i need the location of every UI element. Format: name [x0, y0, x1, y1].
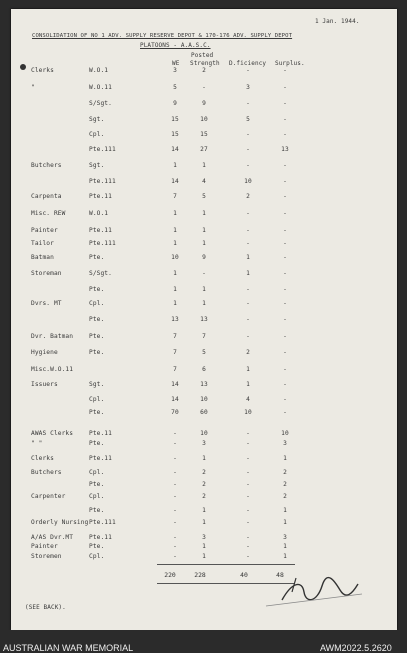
row-surplus: - [283, 100, 287, 107]
row-category: Batman [31, 254, 54, 261]
row-deficiency: - [246, 440, 250, 447]
row-deficiency: 2 [246, 349, 250, 356]
row-category: AWAS Clerks [31, 430, 74, 437]
row-strength: - [202, 84, 206, 91]
row-category: Misc. REW [31, 210, 66, 217]
row-deficiency: 1 [246, 366, 250, 373]
row-category: Clerks [31, 67, 54, 74]
row-category: Painter [31, 543, 58, 550]
row-surplus: - [283, 254, 287, 261]
row-deficiency: - [246, 286, 250, 293]
row-rank: Cpl. [89, 493, 105, 500]
row-surplus: - [283, 178, 287, 185]
row-deficiency: - [246, 543, 250, 550]
row-rank: Pte. [89, 481, 105, 488]
total-deficiency: 40 [240, 571, 248, 579]
row-deficiency: - [246, 493, 250, 500]
row-deficiency: 1 [246, 254, 250, 261]
row-we: 15 [171, 116, 179, 123]
row-we: 14 [171, 146, 179, 153]
row-surplus: - [283, 210, 287, 217]
row-rank: Pte.11 [89, 455, 112, 462]
row-strength: 1 [202, 227, 206, 234]
row-category: Carpenter [31, 493, 66, 500]
row-rank: Pte. [89, 543, 105, 550]
row-deficiency: - [246, 507, 250, 514]
row-deficiency: - [246, 534, 250, 541]
row-deficiency: - [246, 316, 250, 323]
header-strength: Strength [190, 60, 220, 67]
row-deficiency: - [246, 481, 250, 488]
totals-rule-top [157, 564, 295, 565]
row-surplus: - [283, 84, 287, 91]
row-rank: Pte.11 [89, 534, 112, 541]
row-rank: W.O.1 [89, 210, 109, 217]
row-surplus: - [283, 300, 287, 307]
row-surplus: - [283, 381, 287, 388]
row-deficiency: 2 [246, 193, 250, 200]
row-strength: 2 [202, 67, 206, 74]
row-deficiency: - [246, 146, 250, 153]
document-date: 1 Jan. 1944. [315, 18, 360, 25]
row-we: - [173, 507, 177, 514]
row-rank: Cpl. [89, 300, 105, 307]
total-strength: 228 [194, 571, 206, 579]
row-surplus: 1 [283, 519, 287, 526]
row-category: Painter [31, 227, 58, 234]
row-rank: Pte.11 [89, 430, 112, 437]
row-we: 3 [173, 67, 177, 74]
row-rank: Pte. [89, 507, 105, 514]
document-subtitle: PLATOONS - A.A.S.C. [140, 42, 211, 49]
row-category: Tailor [31, 240, 54, 247]
row-category: Hygiene [31, 349, 58, 356]
row-we: 10 [171, 254, 179, 261]
row-strength: 1 [202, 300, 206, 307]
row-deficiency: 10 [244, 178, 252, 185]
row-surplus: 13 [281, 146, 289, 153]
row-strength: 7 [202, 333, 206, 340]
row-strength: 9 [202, 254, 206, 261]
row-category: Orderly Nursing [31, 519, 89, 526]
row-category: Storeman [31, 270, 62, 277]
row-category: Dvr. Batman [31, 333, 74, 340]
row-surplus: - [283, 162, 287, 169]
row-strength: 15 [200, 131, 208, 138]
row-strength: 1 [202, 507, 206, 514]
row-strength: 13 [200, 316, 208, 323]
row-rank: Sgt. [89, 116, 105, 123]
row-we: 14 [171, 381, 179, 388]
row-surplus: - [283, 116, 287, 123]
row-we: 1 [173, 227, 177, 234]
row-category: Clerks [31, 455, 54, 462]
row-strength: 2 [202, 493, 206, 500]
row-surplus: 2 [283, 469, 287, 476]
row-deficiency: - [246, 162, 250, 169]
row-surplus: 3 [283, 534, 287, 541]
total-we: 220 [164, 571, 176, 579]
row-rank: Pte.11 [89, 227, 112, 234]
row-strength: 6 [202, 366, 206, 373]
row-rank: Sgt. [89, 162, 105, 169]
row-surplus: 1 [283, 543, 287, 550]
row-surplus: - [283, 193, 287, 200]
footer-accession: AWM2022.5.2620 [320, 643, 392, 653]
row-category: A/AS Dvr.MT [31, 534, 74, 541]
row-surplus: - [283, 240, 287, 247]
punch-hole [20, 64, 26, 70]
row-strength: 1 [202, 455, 206, 462]
row-strength: 2 [202, 481, 206, 488]
row-strength: 2 [202, 469, 206, 476]
row-rank: Pte. [89, 286, 105, 293]
row-category: " " [31, 440, 43, 447]
row-strength: 10 [200, 116, 208, 123]
row-rank: Pte. [89, 349, 105, 356]
row-rank: W.O.11 [89, 84, 112, 91]
row-deficiency: 5 [246, 116, 250, 123]
row-rank: Pte. [89, 440, 105, 447]
row-rank: Pte. [89, 409, 105, 416]
row-we: - [173, 481, 177, 488]
row-deficiency: - [246, 333, 250, 340]
row-deficiency: - [246, 227, 250, 234]
row-we: - [173, 430, 177, 437]
row-rank: Pte.111 [89, 519, 116, 526]
header-posted: Posted [191, 52, 214, 59]
row-category: Issuers [31, 381, 58, 388]
signature-stamp [262, 572, 372, 612]
row-deficiency: - [246, 100, 250, 107]
row-strength: 10 [200, 396, 208, 403]
row-we: 1 [173, 300, 177, 307]
row-rank: S/Sgt. [89, 100, 112, 107]
row-surplus: 2 [283, 481, 287, 488]
row-strength: 4 [202, 178, 206, 185]
row-we: 13 [171, 316, 179, 323]
row-rank: Pte. [89, 333, 105, 340]
row-rank: Cpl. [89, 396, 105, 403]
row-rank: Pte.11 [89, 193, 112, 200]
row-surplus: - [283, 286, 287, 293]
total-surplus: 48 [276, 571, 284, 579]
row-strength: 1 [202, 240, 206, 247]
row-deficiency: 1 [246, 270, 250, 277]
row-category: Carpenta [31, 193, 62, 200]
header-deficiency: D.ficiency [229, 60, 267, 67]
row-we: 1 [173, 270, 177, 277]
row-strength: 10 [200, 430, 208, 437]
row-rank: Cpl. [89, 553, 105, 560]
row-strength: 1 [202, 543, 206, 550]
row-we: 1 [173, 210, 177, 217]
row-strength: 1 [202, 162, 206, 169]
row-we: - [173, 493, 177, 500]
row-deficiency: - [246, 240, 250, 247]
row-surplus: 1 [283, 507, 287, 514]
row-category: " [31, 84, 35, 91]
row-we: 9 [173, 100, 177, 107]
row-deficiency: - [246, 469, 250, 476]
row-we: - [173, 440, 177, 447]
row-surplus: - [283, 409, 287, 416]
row-strength: 1 [202, 210, 206, 217]
row-rank: Pte. [89, 316, 105, 323]
row-rank: W.O.1 [89, 67, 109, 74]
row-deficiency: - [246, 553, 250, 560]
row-rank: S/Sgt. [89, 270, 112, 277]
row-strength: 3 [202, 440, 206, 447]
row-category: Dvrs. MT [31, 300, 62, 307]
row-deficiency: 10 [244, 409, 252, 416]
row-strength: - [202, 270, 206, 277]
row-surplus: - [283, 270, 287, 277]
row-deficiency: - [246, 210, 250, 217]
row-deficiency: - [246, 519, 250, 526]
row-surplus: 1 [283, 553, 287, 560]
row-strength: 27 [200, 146, 208, 153]
row-deficiency: - [246, 300, 250, 307]
row-deficiency: - [246, 67, 250, 74]
row-surplus: 2 [283, 493, 287, 500]
row-we: 14 [171, 178, 179, 185]
row-surplus: 1 [283, 455, 287, 462]
row-rank: Pte. [89, 254, 105, 261]
row-surplus: - [283, 366, 287, 373]
row-surplus: 3 [283, 440, 287, 447]
row-strength: 1 [202, 286, 206, 293]
row-deficiency: - [246, 131, 250, 138]
row-strength: 60 [200, 409, 208, 416]
row-strength: 5 [202, 349, 206, 356]
row-strength: 1 [202, 519, 206, 526]
row-surplus: 10 [281, 430, 289, 437]
row-surplus: - [283, 349, 287, 356]
row-strength: 3 [202, 534, 206, 541]
row-we: 5 [173, 84, 177, 91]
row-category: Storemen [31, 553, 62, 560]
row-we: 1 [173, 240, 177, 247]
row-category: Butchers [31, 162, 62, 169]
row-we: 15 [171, 131, 179, 138]
row-rank: Pte.111 [89, 178, 116, 185]
row-we: 7 [173, 366, 177, 373]
row-category: Butchers [31, 469, 62, 476]
row-rank: Pte.111 [89, 146, 116, 153]
row-we: - [173, 534, 177, 541]
row-strength: 5 [202, 193, 206, 200]
row-rank: Cpl. [89, 469, 105, 476]
row-we: 1 [173, 162, 177, 169]
row-category: Misc.W.O.11 [31, 366, 74, 373]
header-surplus: Surplus. [275, 60, 305, 67]
row-we: 1 [173, 286, 177, 293]
row-we: - [173, 553, 177, 560]
row-strength: 13 [200, 381, 208, 388]
row-deficiency: 3 [246, 84, 250, 91]
row-surplus: - [283, 67, 287, 74]
document-title: CONSOLIDATION OF NO 1 ADV. SUPPLY RESERVE DEPOT & 170-176 ADV. SUPPLY DEPOT [32, 33, 293, 39]
row-we: 7 [173, 193, 177, 200]
see-back-note: (SEE BACK). [25, 604, 66, 611]
row-deficiency: - [246, 455, 250, 462]
row-we: 7 [173, 333, 177, 340]
row-surplus: - [283, 131, 287, 138]
row-we: 7 [173, 349, 177, 356]
row-deficiency: - [246, 430, 250, 437]
row-deficiency: 4 [246, 396, 250, 403]
row-strength: 9 [202, 100, 206, 107]
row-we: - [173, 455, 177, 462]
row-surplus: - [283, 333, 287, 340]
row-we: 14 [171, 396, 179, 403]
row-we: - [173, 469, 177, 476]
header-we: WE [172, 60, 180, 67]
footer-institution: AUSTRALIAN WAR MEMORIAL [3, 643, 134, 653]
row-surplus: - [283, 316, 287, 323]
row-rank: Sgt. [89, 381, 105, 388]
row-rank: Cpl. [89, 131, 105, 138]
row-rank: Pte.111 [89, 240, 116, 247]
row-surplus: - [283, 227, 287, 234]
row-strength: 1 [202, 553, 206, 560]
row-surplus: - [283, 396, 287, 403]
row-we: 70 [171, 409, 179, 416]
row-deficiency: 1 [246, 381, 250, 388]
row-we: - [173, 519, 177, 526]
row-we: - [173, 543, 177, 550]
